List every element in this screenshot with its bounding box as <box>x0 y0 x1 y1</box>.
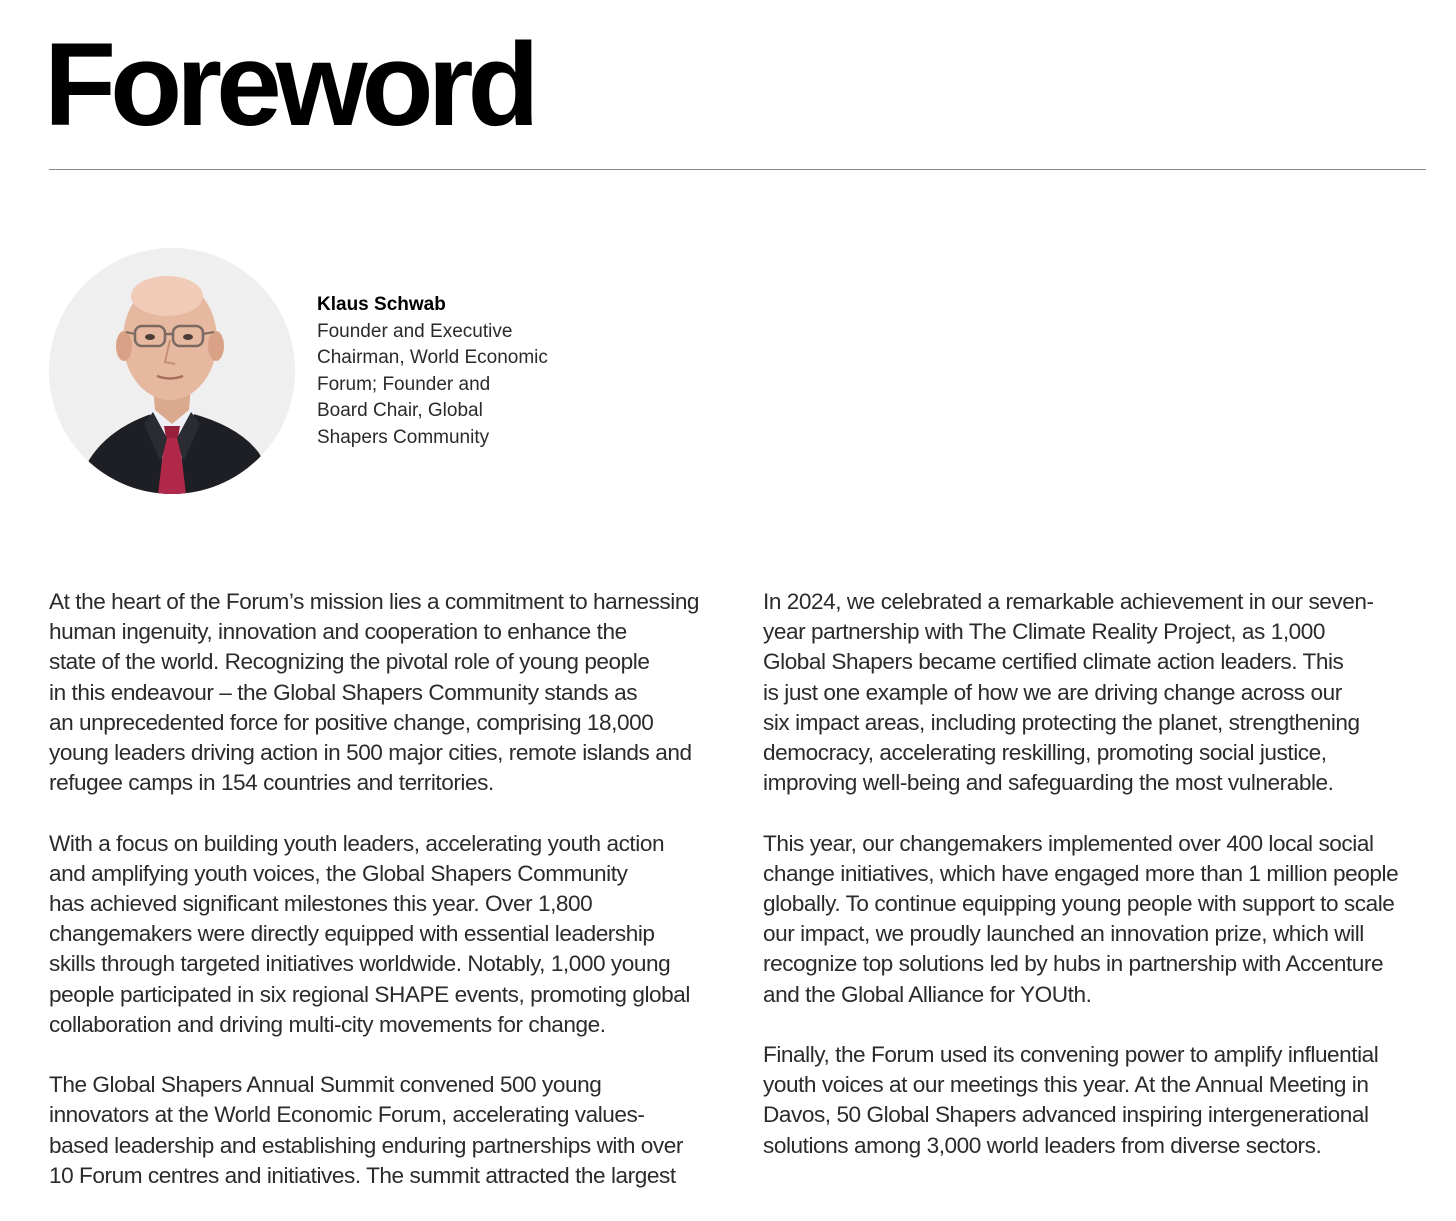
body-paragraph: With a focus on building youth leaders, accelerating youth action and amplifying youth voices, the Global Shapers Community has achieved significant milestones this year. Over 1,800 changemakers were directly equipped with essential leadership skills through targeted initiatives worldwide. Notably, 1,000 young people participated in six regional SHAPE events, promoting global collaboration and driving multi-city movements for change. <box>49 830 690 1037</box>
author-name: Klaus Schwab <box>317 294 446 315</box>
body-paragraph: In 2024, we celebrated a remarkable achievement in our seven- year partnership with The Climate Reality Project, as 1,000 Global Shapers became certified climate action leaders. This is just one example of how we are driving change across our six impact areas, including protecting the planet, strengthening democracy, accelerating reskilling, promoting social justice, improving well-being and safeguarding the most vulnerable. <box>763 589 1374 796</box>
page-title: Foreword <box>44 19 534 151</box>
author-info <box>317 292 577 451</box>
title-divider <box>49 169 1426 170</box>
author-portrait <box>49 248 295 494</box>
body-paragraph: Finally, the Forum used its convening power to amplify influential youth voices at our meetings this year. At the Annual Meeting in Davos, 50 Global Shapers advanced inspiring intergenerational solutions among 3,000 world leaders from diverse sectors. <box>763 1042 1379 1158</box>
body-paragraph: At the heart of the Forum’s mission lies a commitment to harnessing human ingenuity, innovation and cooperation to enhance the state of the world. Recognizing the pivotal role of young people in this endeavour – the Global Shapers Community stands as an unprecedented force for positive change, comprising 18,000 young leaders driving action in 500 major cities, remote islands and refugee camps in 154 countries and territories. <box>49 589 700 796</box>
body-right-column <box>763 587 1433 1191</box>
body-paragraph: The Global Shapers Annual Summit convened 500 young innovators at the World Economic Forum, accelerating values- based leadership and establishing enduring partnerships with over 10 Forum centres and initiatives. The summit attracted the largest <box>49 1072 683 1188</box>
body-left-column <box>49 587 724 1221</box>
author-role: Founder and Executive Chairman, World Economic Forum; Founder and Board Chair, Global Shapers Community <box>317 320 548 448</box>
body-paragraph: This year, our changemakers implemented over 400 local social change initiatives, which have engaged more than 1 million people globally. To continue equipping young people with support to scale our impact, we proudly launched an innovation prize, which will recognize top solutions led by hubs in partnership with Accenture and the Global Alliance for YOUth. <box>763 830 1399 1007</box>
